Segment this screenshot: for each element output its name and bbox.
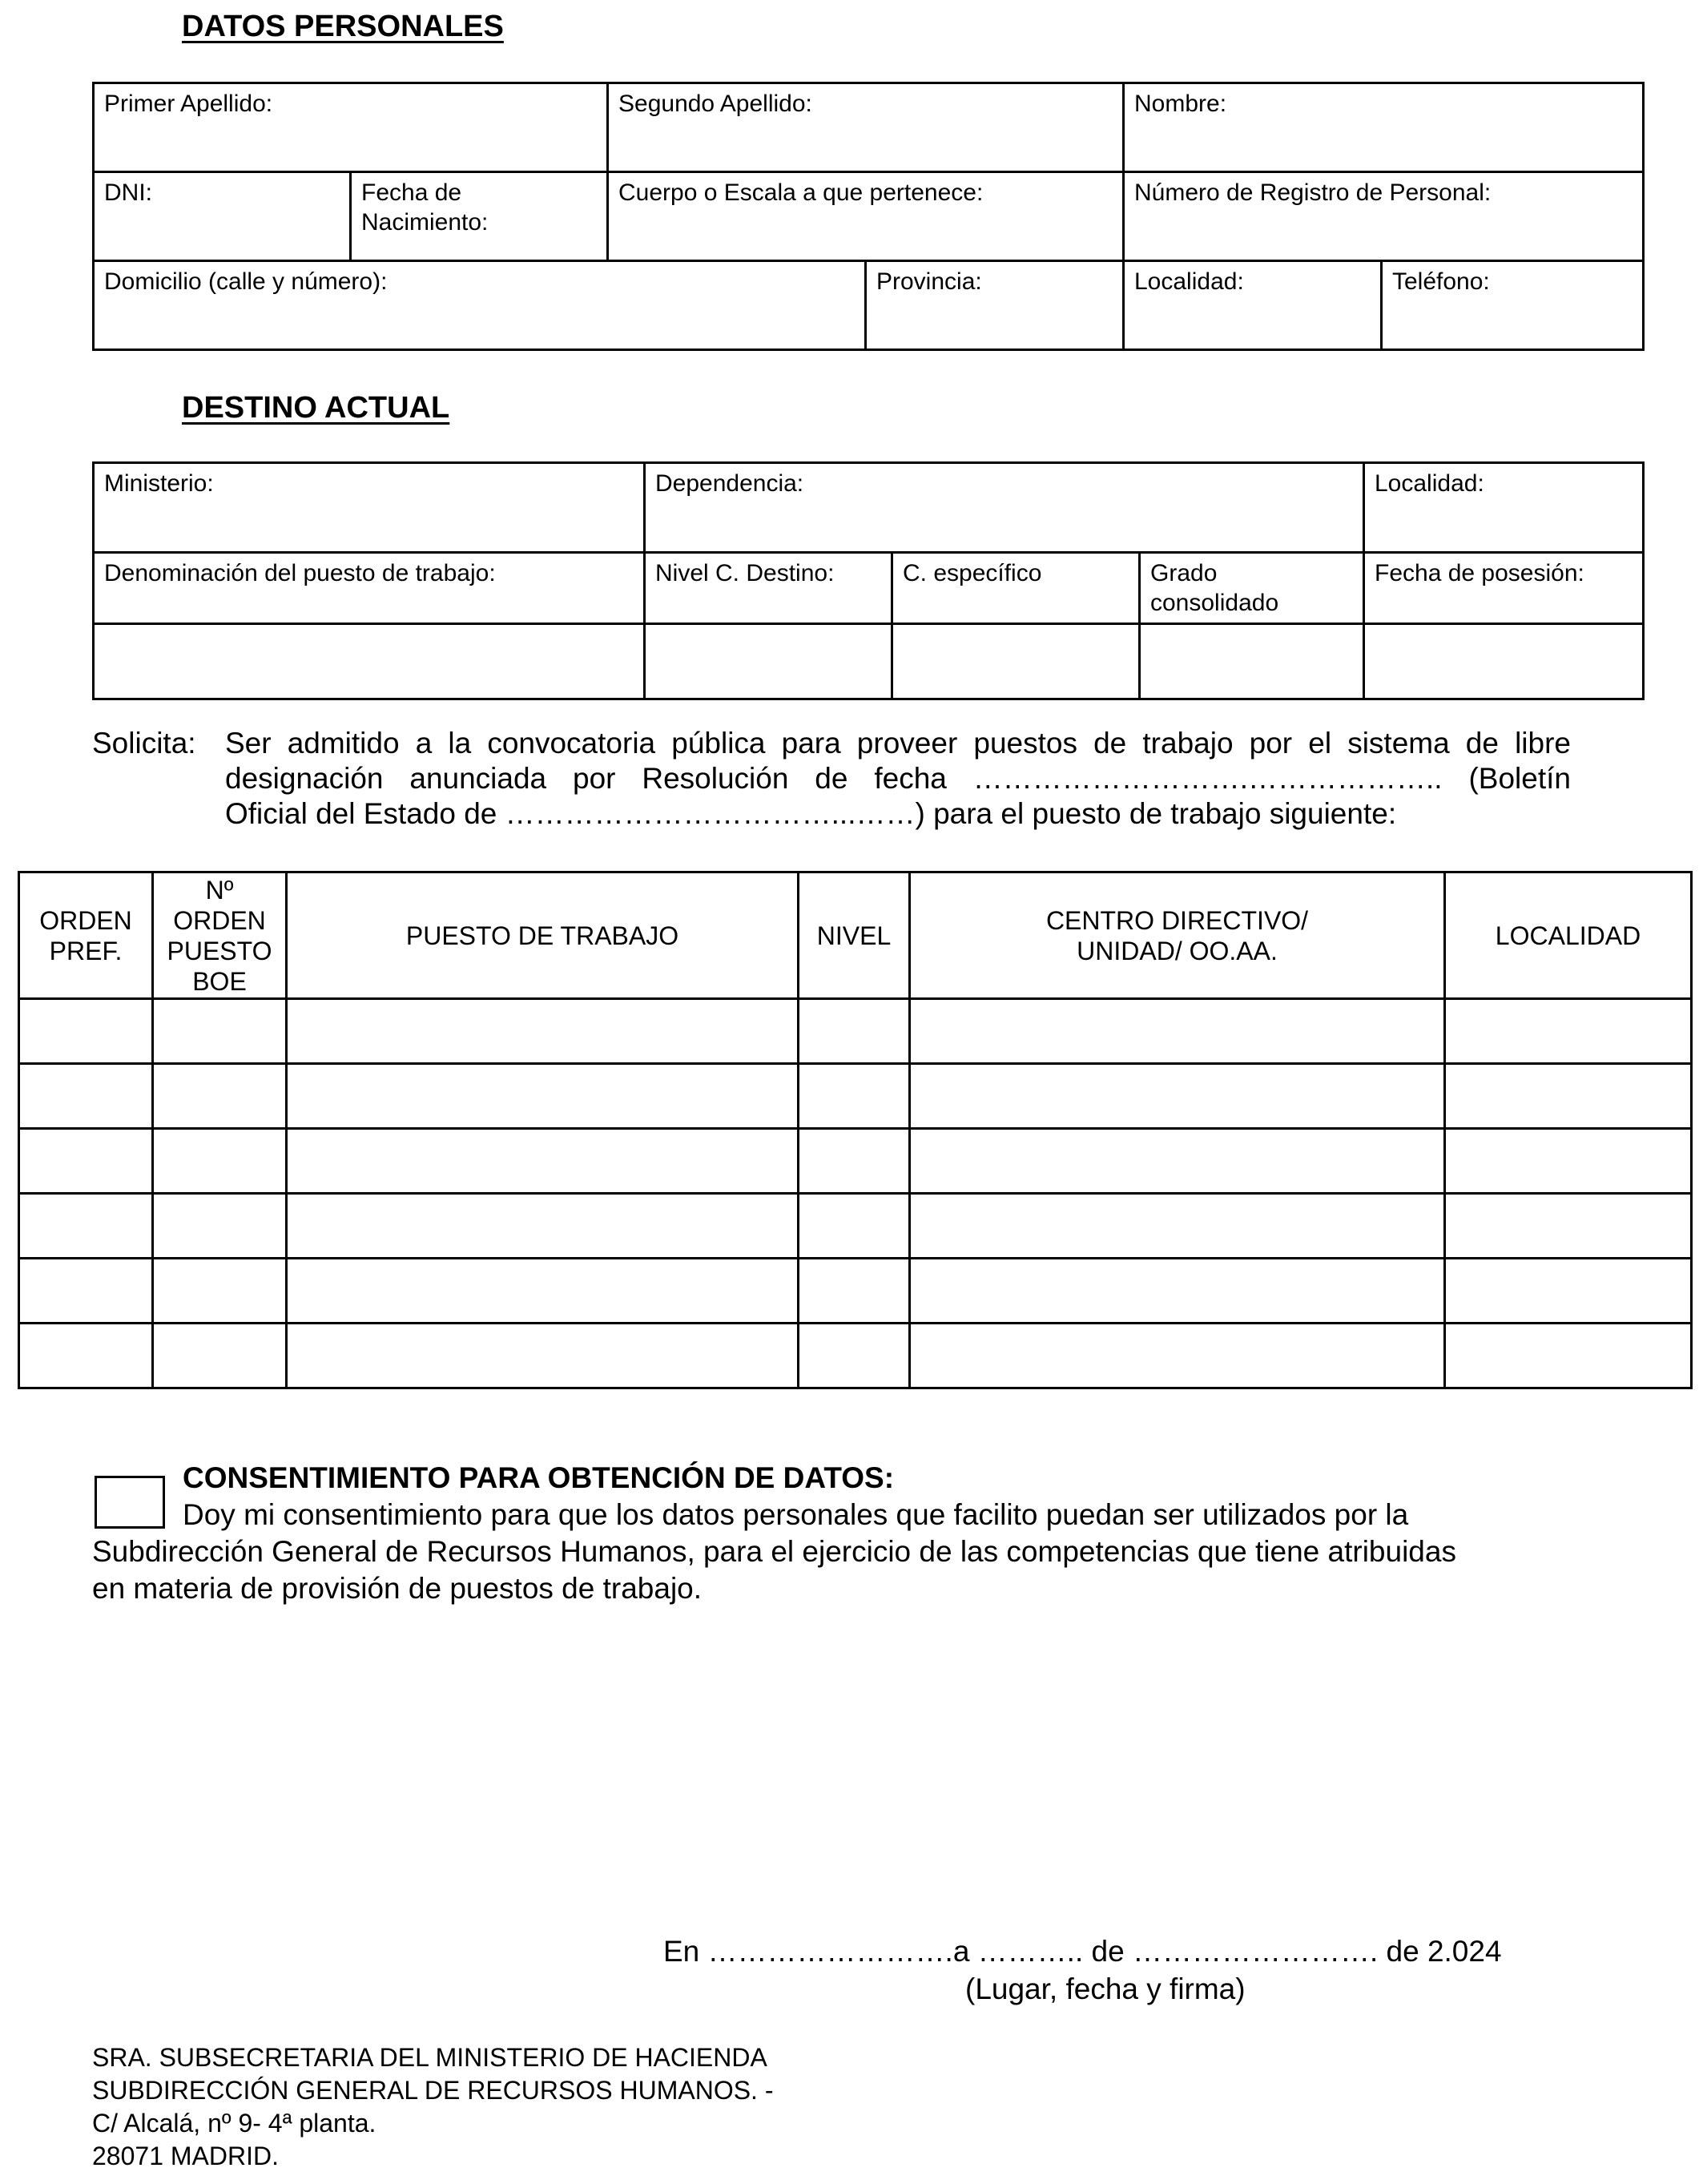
n-orden-header: Nº ORDEN PUESTO BOE (153, 872, 287, 999)
firma-line: En …………………….a ……….. de ……………………. de 2.024 (663, 1935, 1502, 1968)
fecha-nacimiento-label: Fecha de Nacimiento: (361, 179, 489, 236)
firma-caption: (Lugar, fecha y firma) (965, 1972, 1246, 2005)
table-row (19, 1064, 1692, 1129)
destinatario-line-3: C/ Alcalá, nº 9- 4ª planta. (92, 2109, 376, 2138)
dependencia-field[interactable] (645, 463, 1364, 553)
telefono-label: Teléfono: (1392, 268, 1490, 295)
centro-cell[interactable] (910, 1259, 1445, 1324)
c-especifico-label: C. específico (903, 560, 1042, 586)
consent-line-1: Doy mi consentimiento para que los datos personales que facilito puedan ser utilizados por la (183, 1498, 1409, 1531)
table-row (19, 1259, 1692, 1324)
denominacion-header (94, 553, 645, 624)
destino-actual-heading: DESTINO ACTUAL (182, 391, 450, 425)
puesto-cell[interactable] (287, 1064, 799, 1129)
puesto-header: PUESTO DE TRABAJO (287, 872, 799, 999)
nivel-cell[interactable] (799, 999, 910, 1064)
nombre-field[interactable] (1124, 83, 1644, 172)
localidad-cell[interactable] (1445, 1194, 1692, 1259)
nombre-label: Nombre: (1134, 91, 1227, 117)
table-row (19, 999, 1692, 1064)
solicita-paragraph (92, 726, 1582, 838)
consent-line-2: Subdirección General de Recursos Humanos, para el ejercicio de las competencias que tiene atribuidas (92, 1535, 1456, 1568)
centro-cell[interactable] (910, 1064, 1445, 1129)
orden-pref-cell[interactable] (19, 1129, 153, 1194)
centro-cell[interactable] (910, 999, 1445, 1064)
consent-line-3: en materia de provisión de puestos de trabajo. (92, 1572, 703, 1605)
n-orden-cell[interactable] (153, 999, 287, 1064)
localidad-label: Localidad: (1134, 268, 1244, 295)
nivel-cell[interactable] (799, 1194, 910, 1259)
datos-personales-heading: DATOS PERSONALES (182, 10, 504, 43)
grado-header (1140, 553, 1364, 624)
denominacion-label: Denominación del puesto de trabajo: (104, 560, 496, 586)
c-especifico-header (892, 553, 1140, 624)
nivel-cell[interactable] (799, 1129, 910, 1194)
destinatario-line-2: SUBDIRECCIÓN GENERAL DE RECURSOS HUMANOS. - (92, 2076, 774, 2105)
nivel-destino-label: Nivel C. Destino: (655, 560, 835, 586)
c-especifico-input[interactable] (892, 624, 1140, 699)
nivel-destino-input[interactable] (645, 624, 892, 699)
centro-cell[interactable] (910, 1129, 1445, 1194)
puestos-table (18, 871, 1693, 1389)
puesto-cell[interactable] (287, 1324, 799, 1388)
localidad-header: LOCALIDAD (1445, 872, 1692, 999)
localidad-cell[interactable] (1445, 1324, 1692, 1388)
consent-checkbox[interactable] (95, 1476, 165, 1529)
puestos-header-row (19, 872, 1692, 999)
localidad-cell[interactable] (1445, 1259, 1692, 1324)
solicita-line-1: Ser admitido a la convocatoria pública para proveer puestos de trabajo por el sistema de libre (225, 727, 1571, 760)
n-orden-cell[interactable] (153, 1324, 287, 1388)
solicita-line-2: designación anunciada por Resolución de fecha ……………………….……………….. (Boletín (225, 762, 1571, 795)
orden-pref-cell[interactable] (19, 1324, 153, 1388)
fecha-nacimiento-field[interactable] (351, 172, 608, 261)
localidad-cell[interactable] (1445, 1129, 1692, 1194)
consent-title: CONSENTIMIENTO PARA OBTENCIÓN DE DATOS: (183, 1461, 895, 1494)
primer-apellido-field[interactable] (94, 83, 608, 172)
puesto-cell[interactable] (287, 1259, 799, 1324)
n-orden-cell[interactable] (153, 1194, 287, 1259)
provincia-field[interactable] (866, 261, 1124, 350)
centro-cell[interactable] (910, 1324, 1445, 1388)
puesto-cell[interactable] (287, 1194, 799, 1259)
cuerpo-escala-field[interactable] (608, 172, 1124, 261)
orden-pref-cell[interactable] (19, 1194, 153, 1259)
segundo-apellido-label: Segundo Apellido: (618, 91, 812, 117)
ministerio-label: Ministerio: (104, 470, 214, 497)
solicita-line-3: Oficial del Estado de ……………………………...……) para el puesto de trabajo siguiente: (225, 797, 1397, 830)
nivel-header: NIVEL (799, 872, 910, 999)
datos-personales-table (92, 82, 1645, 351)
cuerpo-escala-label: Cuerpo o Escala a que pertenece: (618, 179, 984, 206)
domicilio-field[interactable] (94, 261, 866, 350)
centro-cell[interactable] (910, 1194, 1445, 1259)
localidad-cell[interactable] (1445, 1064, 1692, 1129)
segundo-apellido-field[interactable] (608, 83, 1124, 172)
destinatario-line-1: SRA. SUBSECRETARIA DEL MINISTERIO DE HACIENDA (92, 2043, 767, 2072)
localidad-cell[interactable] (1445, 999, 1692, 1064)
table-row (19, 1194, 1692, 1259)
solicita-label: Solicita: (92, 727, 196, 760)
centro-header: CENTRO DIRECTIVO/ UNIDAD/ OO.AA. (910, 872, 1445, 999)
nivel-cell[interactable] (799, 1324, 910, 1388)
ministerio-field[interactable] (94, 463, 645, 553)
dni-field[interactable] (94, 172, 351, 261)
fecha-posesion-header (1364, 553, 1644, 624)
grado-input[interactable] (1140, 624, 1364, 699)
nivel-cell[interactable] (799, 1064, 910, 1129)
localidad-field[interactable] (1124, 261, 1382, 350)
primer-apellido-label: Primer Apellido: (104, 91, 273, 117)
orden-pref-header: ORDEN PREF. (19, 872, 153, 999)
fecha-posesion-input[interactable] (1364, 624, 1644, 699)
domicilio-label: Domicilio (calle y número): (104, 268, 388, 295)
numero-registro-field[interactable] (1124, 172, 1644, 261)
denominacion-input[interactable] (94, 624, 645, 699)
orden-pref-cell[interactable] (19, 1064, 153, 1129)
table-row (19, 1324, 1692, 1388)
orden-pref-cell[interactable] (19, 1259, 153, 1324)
dependencia-label: Dependencia: (655, 470, 804, 497)
nivel-cell[interactable] (799, 1259, 910, 1324)
puesto-cell[interactable] (287, 1129, 799, 1194)
numero-registro-label: Número de Registro de Personal: (1134, 179, 1492, 206)
localidad-destino-field[interactable] (1364, 463, 1644, 553)
n-orden-cell[interactable] (153, 1259, 287, 1324)
fecha-posesion-label: Fecha de posesión: (1375, 560, 1584, 586)
destinatario-line-4: 28071 MADRID. (92, 2142, 279, 2170)
telefono-field[interactable] (1382, 261, 1644, 350)
orden-pref-cell[interactable] (19, 999, 153, 1064)
puesto-cell[interactable] (287, 999, 799, 1064)
grado-label: Grado consolidado (1150, 560, 1279, 616)
n-orden-cell[interactable] (153, 1064, 287, 1129)
n-orden-cell[interactable] (153, 1129, 287, 1194)
nivel-destino-header (645, 553, 892, 624)
table-row (19, 1129, 1692, 1194)
provincia-label: Provincia: (876, 268, 982, 295)
destino-actual-table (92, 461, 1645, 700)
localidad-destino-label: Localidad: (1375, 470, 1484, 497)
dni-label: DNI: (104, 179, 152, 206)
